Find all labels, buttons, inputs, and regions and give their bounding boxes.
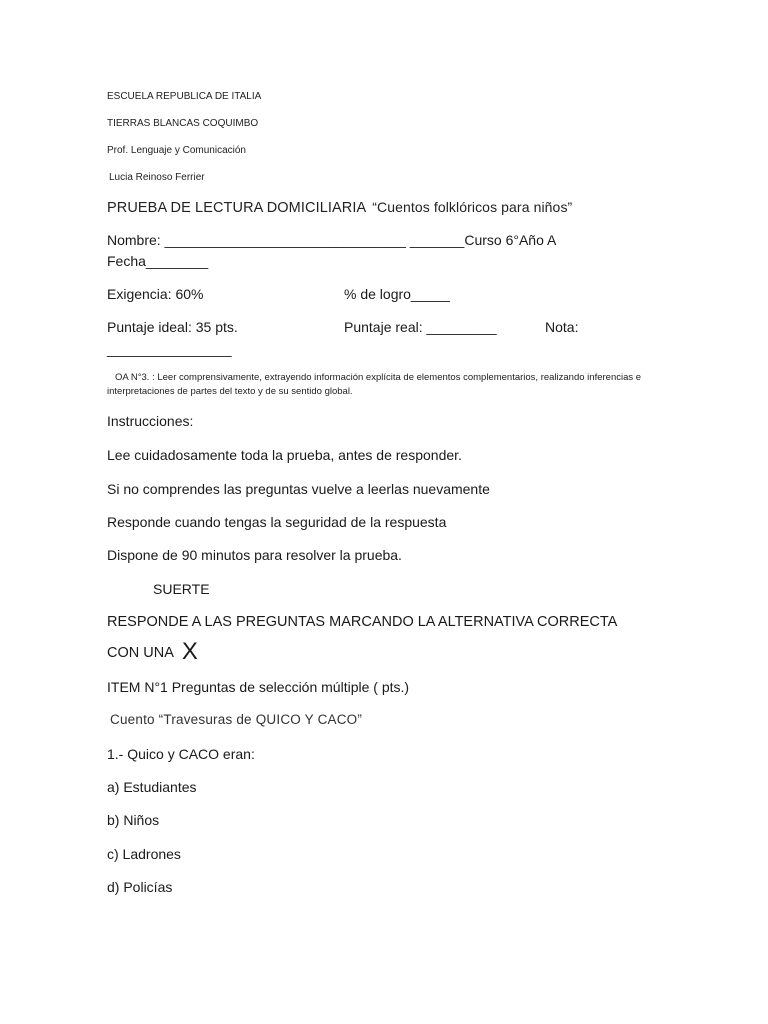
answer-mark-x: X [181,638,198,665]
school-name: ESCUELA REPUBLICA DE ITALIA [107,91,262,102]
good-luck-text: SUERTE [153,581,210,597]
instruction-item: Responde cuando tengas la seguridad de la respuesta [107,514,447,530]
answer-option-c[interactable]: c) Ladrones [107,846,181,862]
learning-objective: OA N°3. : Leer comprensivamente, extrayendo información explícita de elementos complementarios, realizando inferencias e interpretaciones de partes del texto y de su sentido global. [107,372,642,397]
question-1: 1.- Quico y CACO eran: [107,746,255,762]
name-field-line: Nombre: _______________________________ _______Curso 6°Año A [107,232,557,248]
answer-option-a[interactable]: a) Estudiantes [107,779,197,795]
instruction-item: Lee cuidadosamente toda la prueba, antes de responder. [107,447,462,463]
respond-instruction-line1: RESPONDE A LAS PREGUNTAS MARCANDO LA ALTERNATIVA CORRECTA [107,614,618,630]
answer-option-b[interactable]: b) Niños [107,812,160,828]
real-score-field: Puntaje real: _________ [344,319,497,335]
subject-line: Prof. Lenguaje y Comunicación [107,145,246,156]
grade-blank: ________________ [107,341,232,357]
test-title [107,199,572,216]
school-location: TIERRAS BLANCAS COQUIMBO [107,118,259,129]
item-heading: ITEM N°1 Preguntas de selección múltiple ( pts.) [107,679,410,695]
story-title: Cuento “Travesuras de QUICO Y CACO” [110,712,363,727]
requirement-field: Exigencia: 60% [107,286,204,302]
ideal-score-field: Puntaje ideal: 35 pts. [107,319,238,335]
respond-instruction-line2 [107,636,198,664]
date-field: Fecha________ [107,253,209,269]
grade-field: Nota: [545,319,579,335]
instructions-heading: Instrucciones: [107,413,194,429]
test-title-main: PRUEBA DE LECTURA DOMICILIARIA [107,200,367,216]
instruction-item: Dispone de 90 minutos para resolver la prueba. [107,547,402,563]
respond-instruction-text: CON UNA [107,645,174,661]
teacher-name: Lucia Reinoso Ferrier [109,172,205,183]
test-title-sub: “Cuentos folklóricos para niños” [372,199,573,215]
instruction-item: Si no comprendes las preguntas vuelve a leerlas nuevamente [107,481,490,497]
achievement-field: % de logro_____ [344,286,450,302]
answer-option-d[interactable]: d) Policías [107,879,173,895]
